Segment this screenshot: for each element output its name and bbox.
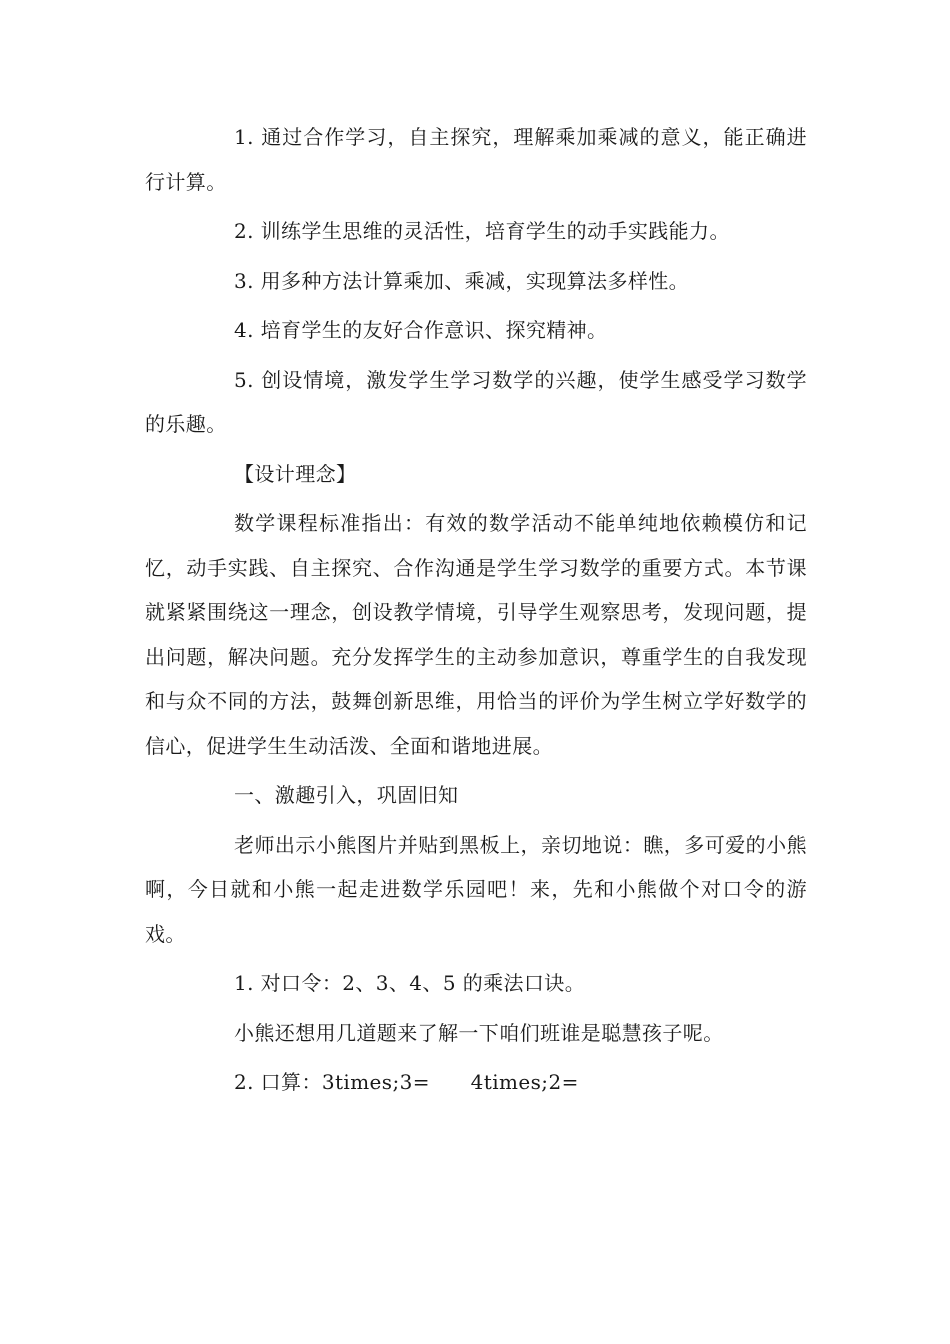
- section-one-heading: 一、激趣引入，巩固旧知: [234, 783, 459, 807]
- bear-question-paragraph: 小熊还想用几道题来了解一下咱们班谁是聪慧孩子呢。: [234, 1020, 724, 1045]
- design-concept-heading: 【设计理念】: [234, 461, 357, 486]
- activity-1-paragraph: 1. 对口令：2、3、4、5 的乘法口诀。: [234, 971, 586, 995]
- design-concept-paragraph: 数学课程标准指出：有效的数学活动不能单纯地依赖模仿和记忆，动手实践、自主探究、合作沟通是学生学习数学的重要方式。本节课就紧紧围绕这一理念，创设教学情境，引导学生观察思考，发现问题，提出问题，解决问题。充分发挥学生的主动参加意识，尊重学生的自我发现和与众不同的方法，鼓舞创新思维，用恰当的评价为学生树立学好数学的信心，促进学生生动活泼、全面和谐地进展。: [145, 511, 807, 758]
- objective-4-paragraph: 4. 培育学生的友好合作意识、探究精神。: [234, 318, 608, 342]
- objective-5-paragraph: 5. 创设情境，激发学生学习数学的兴趣，使学生感受学习数学的乐趣。: [145, 367, 807, 436]
- intro-paragraph: 老师出示小熊图片并贴到黑板上，亲切地说：瞧，多可爱的小熊啊，今日就和小熊一起走进数学乐园吧！来，先和小熊做个对口令的游戏。: [145, 832, 807, 946]
- document-body: [145, 115, 807, 1110]
- objective-1-paragraph: 1. 通过合作学习，自主探究，理解乘加乘减的意义，能正确进行计算。: [145, 125, 807, 194]
- oral-calculation-paragraph: 2. 口算：3times;3= 4times;2=: [234, 1070, 579, 1094]
- objective-3-paragraph: 3. 用多种方法计算乘加、乘减，实现算法多样性。: [234, 268, 690, 293]
- objective-2-paragraph: 2. 训练学生思维的灵活性，培育学生的动手实践能力。: [234, 219, 730, 243]
